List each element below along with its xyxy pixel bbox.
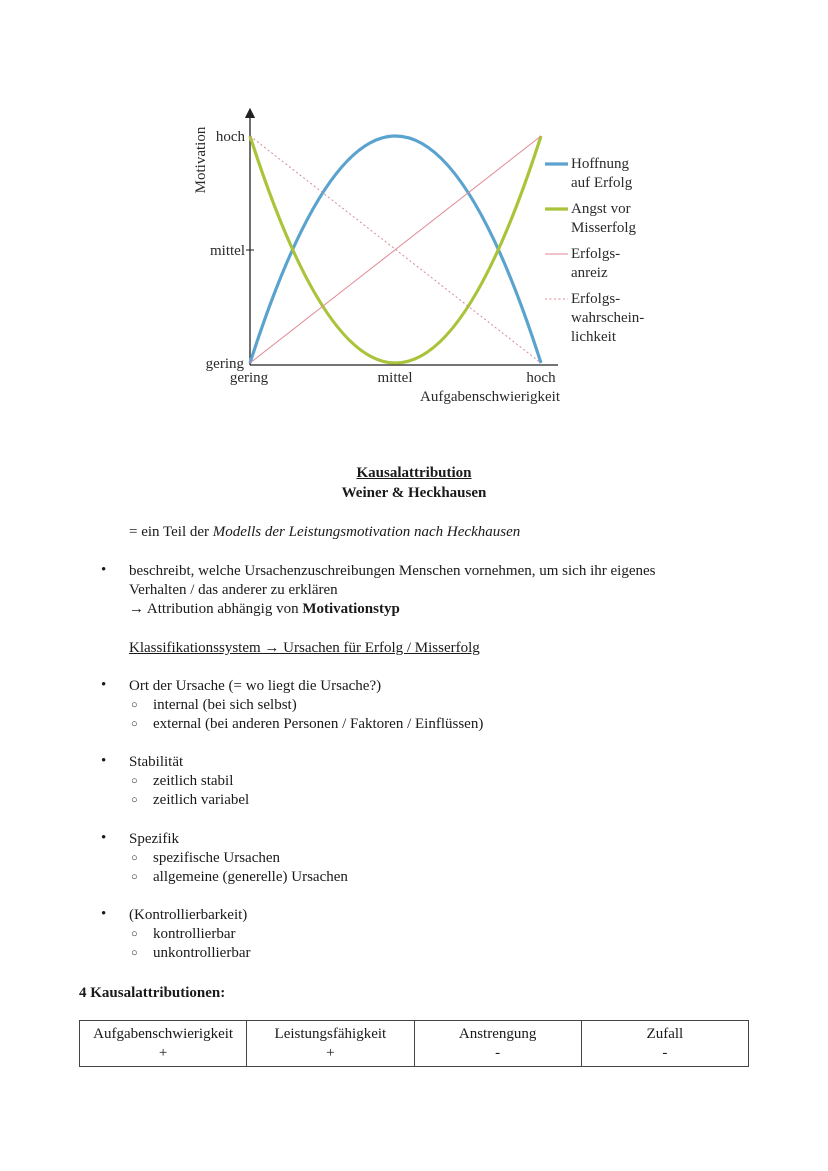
group-item: kontrollierbar	[153, 926, 236, 942]
attribution-sign: +	[158, 1045, 168, 1061]
group-item: spezifische Ursachen	[153, 850, 281, 866]
legend-label-erfolgsanreiz: Erfolgs-	[571, 246, 621, 262]
table-cell	[581, 1021, 748, 1067]
classification-heading: Klassifikationssystem → Ursachen für Erfolg / Misserfolg	[129, 640, 480, 656]
attribution-sign: -	[662, 1045, 668, 1061]
bullet-icon: •	[101, 830, 107, 846]
group-item: zeitlich stabil	[153, 773, 234, 789]
description-line-2: Verhalten / das anderer zu erklären	[129, 582, 338, 598]
sub-bullet-icon: ○	[131, 775, 138, 787]
chart-legend	[545, 156, 644, 345]
table-row	[80, 1021, 749, 1067]
group-title-stabilitaet: Stabilität	[129, 754, 184, 770]
chart-series-layer	[250, 136, 541, 363]
legend-label-angst-vor-misserfolg: Angst vor	[571, 201, 631, 217]
sub-bullet-icon: ○	[131, 718, 138, 730]
bullet-icon: •	[101, 677, 107, 693]
table-cell	[414, 1021, 581, 1067]
attribution-name: Leistungsfähigkeit	[274, 1026, 387, 1042]
y-axis-label: Motivation	[193, 126, 209, 194]
y-tick-label-mittel: mittel	[210, 243, 245, 259]
table-cell	[247, 1021, 414, 1067]
x-tick-label-gering: gering	[229, 370, 269, 386]
sub-bullet-icon: ○	[131, 928, 138, 940]
attribution-sign: +	[326, 1045, 335, 1061]
motivationstyp-term: Motivationstyp	[302, 601, 400, 617]
group-item: unkontrollierbar	[153, 945, 251, 961]
intro-prefix: = ein Teil der	[129, 524, 213, 540]
x-axis-label: Aufgabenschwierigkeit	[420, 389, 560, 405]
sub-bullet-icon: ○	[131, 794, 138, 806]
attribution-table	[79, 1020, 749, 1067]
legend-label-erfolgsanreiz: anreiz	[571, 265, 608, 281]
sub-bullet-icon: ○	[131, 947, 138, 959]
y-tick-label-hoch: hoch	[215, 129, 245, 145]
group-title-ort: Ort der Ursache (= wo liegt die Ursache?)	[129, 678, 382, 694]
legend-label-erfolgswahrscheinlichkeit: Erfolgs-	[571, 291, 621, 307]
description-line-1: beschreibt, welche Ursachenzuschreibungen Menschen vornehmen, um sich ihr eigenes	[129, 563, 656, 579]
legend-label-erfolgswahrscheinlichkeit: wahrschein-	[571, 310, 645, 326]
legend-label-hoffnung-auf-erfolg: auf Erfolg	[571, 175, 633, 191]
x-tick-label-mittel: mittel	[377, 370, 413, 386]
table-cell	[80, 1021, 247, 1067]
intro-model-name: Modells der Leistungsmotivation nach Heckhausen	[212, 524, 521, 540]
attribution-prefix: → Attribution abhängig von	[129, 601, 303, 617]
motivation-chart	[0, 0, 828, 420]
bullet-icon: •	[101, 562, 107, 578]
sub-bullet-icon: ○	[131, 871, 138, 883]
bullet-icon: •	[101, 906, 107, 922]
legend-label-hoffnung-auf-erfolg: Hoffnung	[571, 156, 630, 172]
y-tick-label-gering: gering	[205, 356, 244, 372]
attribution-name: Aufgabenschwierigkeit	[93, 1026, 234, 1042]
group-item: external (bei anderen Personen / Faktoren / Einflüssen)	[153, 716, 484, 732]
group-title-spezifik: Spezifik	[129, 831, 179, 847]
document-title: Kausalattribution	[356, 465, 472, 481]
x-tick-label-hoch: hoch	[526, 370, 556, 386]
group-title-kontrollierbarkeit: (Kontrollierbarkeit)	[129, 907, 248, 923]
legend-label-erfolgswahrscheinlichkeit: lichkeit	[571, 329, 616, 345]
description-line-3	[129, 600, 400, 619]
attribution-name: Zufall	[646, 1026, 684, 1042]
group-item: allgemeine (generelle) Ursachen	[153, 869, 348, 885]
sub-bullet-icon: ○	[131, 852, 138, 864]
bullet-icon: •	[101, 753, 107, 769]
group-item: internal (bei sich selbst)	[153, 697, 297, 713]
attribution-name: Anstrengung	[458, 1026, 537, 1042]
intro-line	[129, 523, 520, 542]
legend-label-angst-vor-misserfolg: Misserfolg	[571, 220, 636, 236]
table-heading: 4 Kausalattributionen:	[79, 985, 226, 1001]
group-item: zeitlich variabel	[153, 792, 250, 808]
sub-bullet-icon: ○	[131, 699, 138, 711]
document-subtitle: Weiner & Heckhausen	[341, 485, 487, 501]
attribution-sign: -	[495, 1045, 501, 1061]
